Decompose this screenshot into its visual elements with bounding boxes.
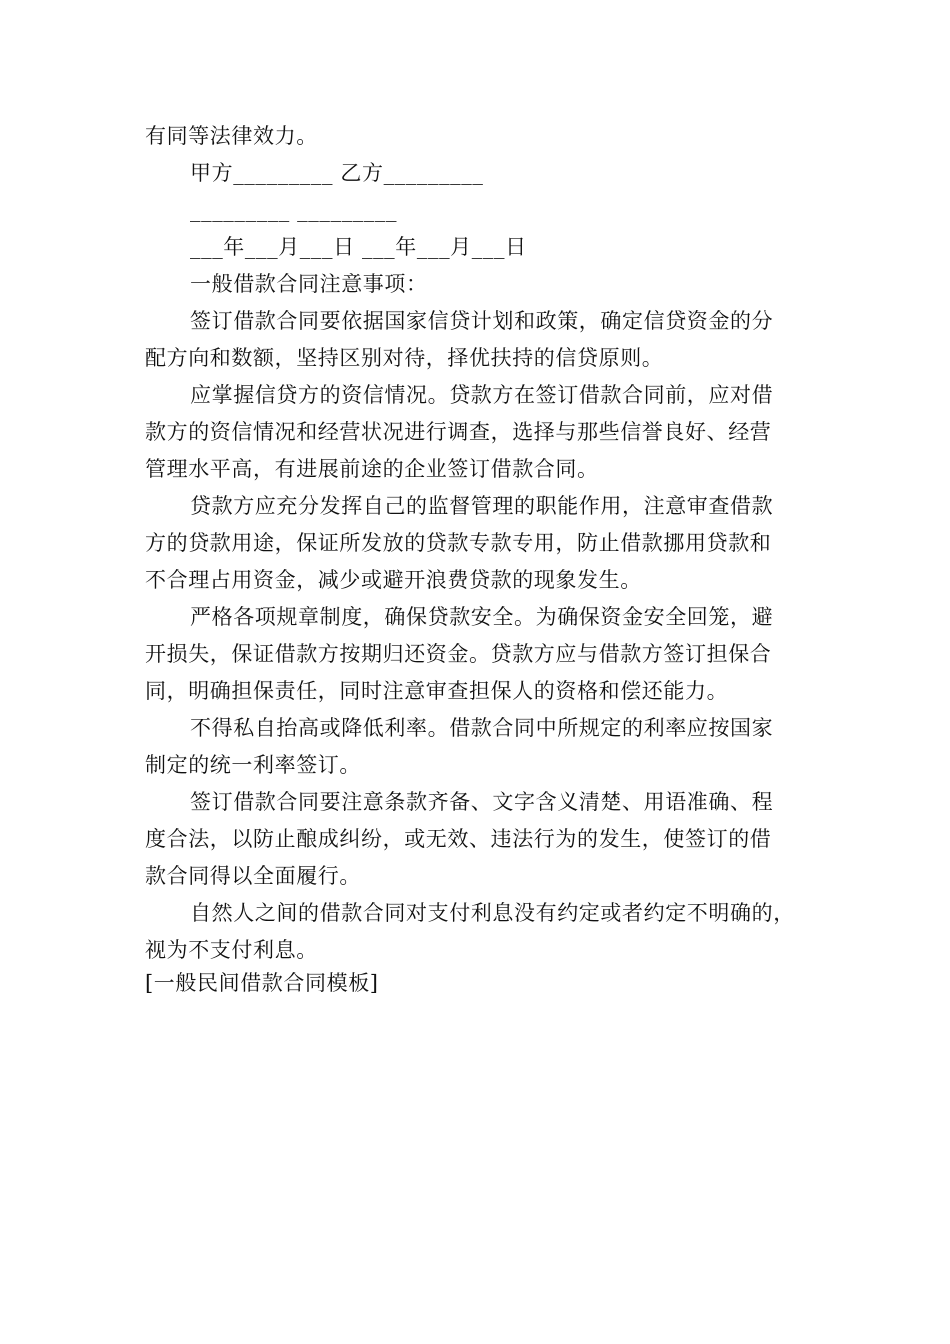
paragraph-row: 视为不支付利息。	[145, 938, 318, 962]
paragraph-row: 严格各项规章制度，确保贷款安全。为确保资金安全回笼，避	[190, 605, 774, 629]
signature-blank-line: _________ _________	[190, 198, 398, 222]
document-body	[145, 118, 810, 1000]
paragraph-7	[145, 895, 810, 969]
paragraph-row: 款合同得以全面履行。	[145, 864, 361, 888]
paragraph-row: 度合法，以防止酿成纠纷，或无效、违法行为的发生，使签订的借	[145, 827, 772, 851]
paragraph-5	[145, 710, 810, 784]
paragraph-4	[145, 599, 810, 710]
section-title: 一般借款合同注意事项：	[190, 272, 428, 296]
paragraph-row: 配方向和数额，坚持区别对待，择优扶持的信贷原则。	[145, 346, 664, 370]
paragraph-row: 应掌握信贷方的资信情况。贷款方在签订借款合同前，应对借	[190, 383, 774, 407]
template-footer-tag: [一般民间借款合同模板]	[145, 971, 379, 995]
intro-line: 有同等法律效力。	[145, 124, 318, 148]
paragraph-row: 贷款方应充分发挥自己的监督管理的职能作用，注意审查借款	[190, 494, 774, 518]
paragraph-row: 不得私自抬高或降低利率。借款合同中所规定的利率应按国家	[190, 716, 774, 740]
paragraph-2	[145, 377, 810, 488]
paragraph-row: 开损失，保证借款方按期归还资金。贷款方应与借款方签订担保合	[145, 642, 772, 666]
paragraph-row: 方的贷款用途，保证所发放的贷款专款专用，防止借款挪用贷款和	[145, 531, 772, 555]
paragraph-row: 同，明确担保责任，同时注意审查担保人的资格和偿还能力。	[145, 679, 729, 703]
paragraph-row: 制定的统一利率签订。	[145, 753, 361, 777]
paragraph-row: 不合理占用资金，减少或避开浪费贷款的现象发生。	[145, 568, 642, 592]
date-line: ___年___月___日 ___年___月___日	[190, 235, 527, 259]
paragraph-row: 自然人之间的借款合同对支付利息没有约定或者约定不明确的，	[190, 901, 795, 925]
paragraph-1	[145, 303, 810, 377]
paragraph-row: 管理水平高，有进展前途的企业签订借款合同。	[145, 457, 599, 481]
paragraph-row: 签订借款合同要注意条款齐备、文字含义清楚、用语准确、程	[190, 790, 774, 814]
signature-line: 甲方_________ 乙方_________	[190, 161, 484, 185]
paragraph-6	[145, 784, 810, 895]
paragraph-row: 款方的资信情况和经营状况进行调查，选择与那些信誉良好、经营	[145, 420, 772, 444]
paragraph-3	[145, 488, 810, 599]
paragraph-row: 签订借款合同要依据国家信贷计划和政策，确定信贷资金的分	[190, 309, 774, 333]
